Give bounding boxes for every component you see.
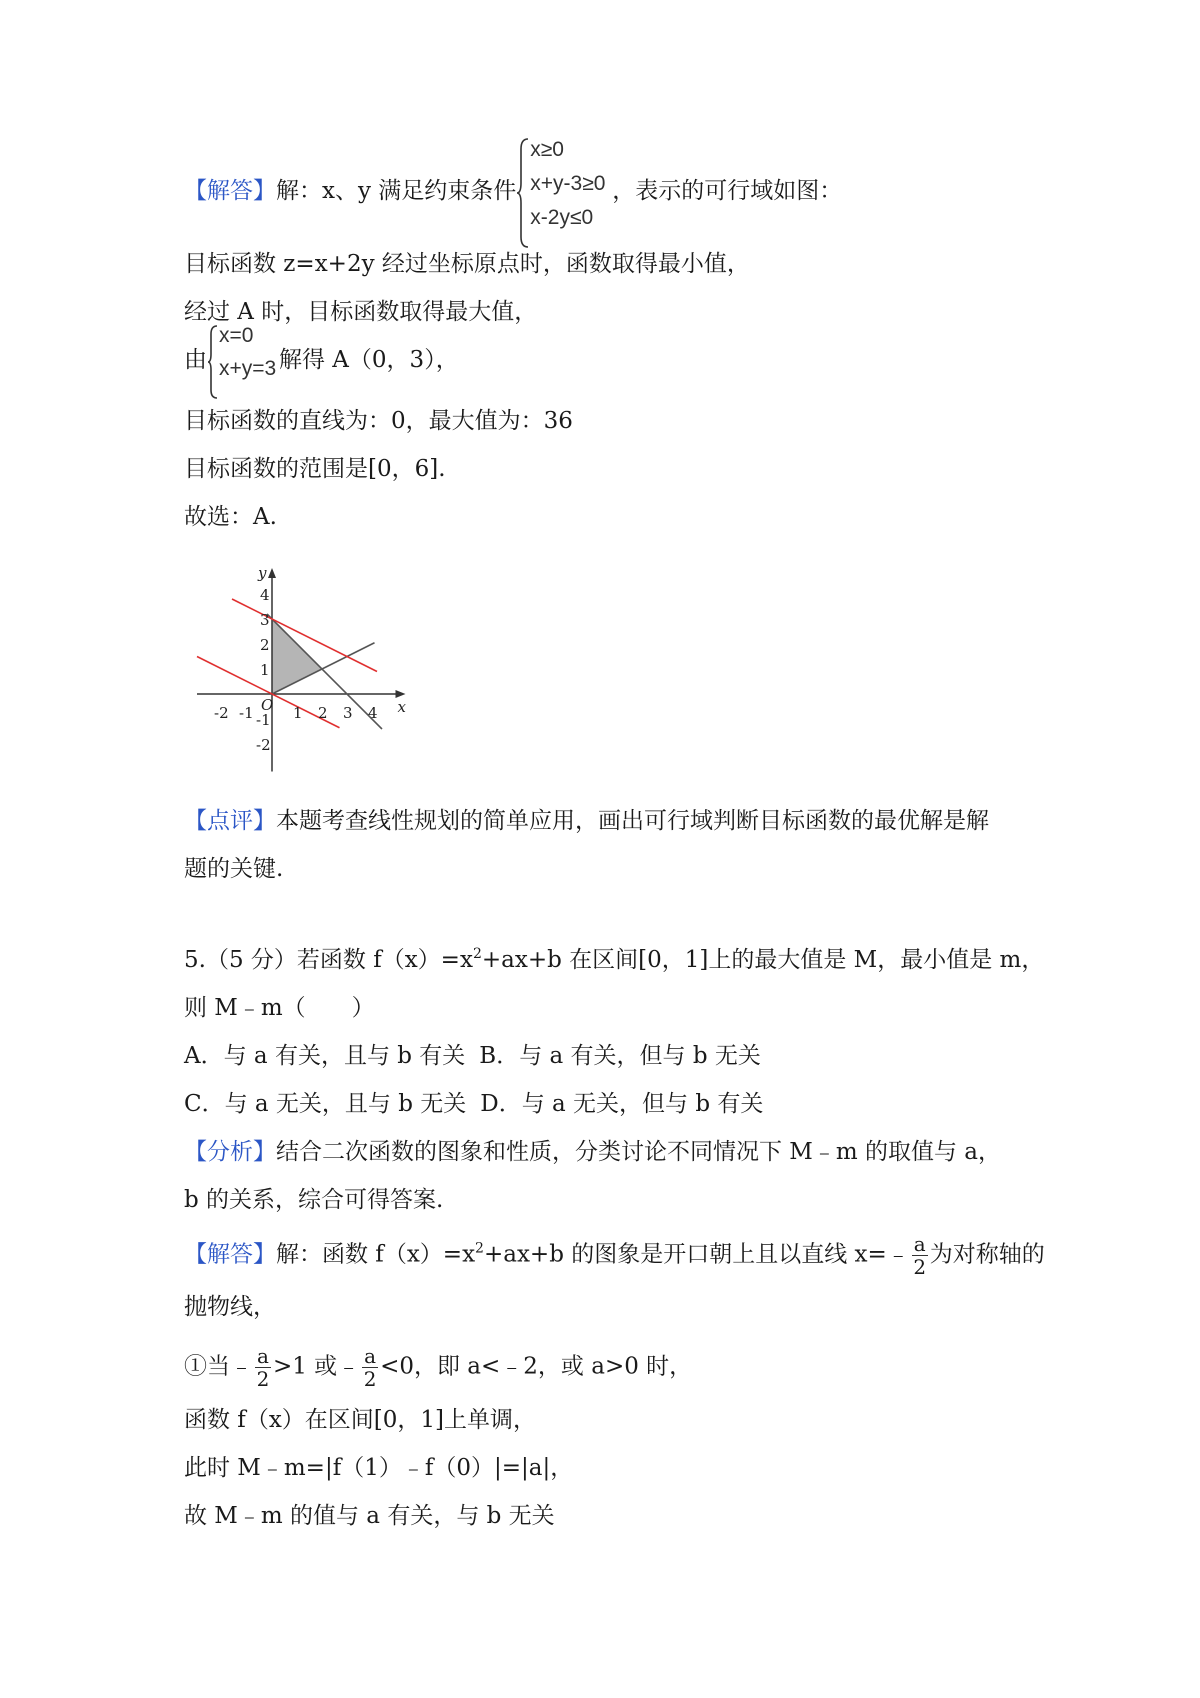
solution-5-line-4: 函数 f（x）在区间[0，1]上单调，	[184, 1407, 537, 1433]
review-tag: 【点评】	[184, 808, 276, 834]
fraction	[912, 1233, 928, 1278]
solution-5-text-mid: +ax+b 的图象是开口朝上且以直线 x=﹣	[483, 1241, 910, 1268]
review-line-1	[184, 806, 989, 836]
solution-intro: 解：x、y 满足约束条件	[276, 178, 517, 204]
problem-5-options-cd	[184, 1089, 763, 1119]
fraction-denominator: 2	[913, 1255, 927, 1279]
solution-line-5: 目标函数的范围是[0，6].	[184, 456, 446, 482]
exponent: 2	[475, 1240, 484, 1257]
fraction-numerator: a	[257, 1344, 269, 1368]
equation-system	[207, 324, 279, 380]
case-1-text-a: ①当﹣	[184, 1353, 253, 1380]
y-tick-label: -2	[256, 736, 271, 754]
solution-5-line-2: 抛物线，	[184, 1294, 276, 1320]
review-line-2: 题的关键.	[184, 856, 284, 882]
solution-line-1: 目标函数 z=x+2y 经过坐标原点时，函数取得最小值，	[184, 251, 750, 277]
exponent: 2	[472, 946, 482, 962]
y-tick-label: 3	[260, 611, 270, 629]
fraction-numerator: a	[913, 1232, 926, 1256]
option-b: B．与 a 有关，但与 b 无关	[479, 1043, 761, 1069]
problem-5-options-ab	[184, 1041, 761, 1071]
x-tick-label: -1	[239, 704, 254, 722]
solution-5-line-3	[184, 1345, 692, 1390]
solution-line-2: 经过 A 时，目标函数取得最大值，	[184, 299, 538, 325]
problem-5-line-2: 则 M﹣m（ ）	[184, 995, 375, 1021]
fraction	[362, 1345, 378, 1390]
x-tick-label: -2	[214, 704, 229, 722]
option-c: C．与 a 无关，且与 b 无关	[184, 1091, 467, 1117]
analysis-line-2: b 的关系，综合可得答案.	[184, 1187, 444, 1213]
x-tick-label: 1	[293, 704, 303, 722]
origin-label: O	[261, 696, 274, 714]
solution-5-line-5: 此时 M﹣m=|f（1）﹣f（0）|=|a|，	[184, 1455, 574, 1481]
case-1-text-c: <0，即 a<﹣2，或 a>0 时，	[380, 1353, 693, 1380]
analysis-line-1	[184, 1137, 1001, 1167]
solution-5-tag: 【解答】	[184, 1241, 276, 1268]
problem-5-text-post: +ax+b 在区间[0，1]上的最大值是 M，最小值是 m，	[481, 947, 1045, 973]
y-tick-label: 1	[260, 661, 270, 679]
solution-line-3	[184, 324, 459, 380]
solution-5-line-6: 故 M﹣m 的值与 a 有关，与 b 无关	[184, 1503, 555, 1529]
constraint-1: x≥0	[530, 138, 564, 161]
y-axis-arrow	[268, 568, 276, 578]
analysis-text: 结合二次函数的图象和性质，分类讨论不同情况下 M﹣m 的取值与 a，	[276, 1139, 1002, 1165]
x-tick-label: 2	[318, 704, 328, 722]
fraction-denominator: 2	[256, 1367, 270, 1391]
review-text: 本题考查线性规划的简单应用，画出可行域判断目标函数的最优解是解	[276, 808, 989, 834]
fraction	[255, 1345, 271, 1390]
solution-tag: 【解答】	[184, 178, 276, 204]
solution-5-text: 解：函数 f（x）=x	[276, 1241, 476, 1268]
equation-2: x+y=3	[219, 357, 277, 380]
fraction-denominator: 2	[363, 1367, 377, 1391]
y-tick-label: 2	[260, 636, 270, 654]
case-1-text-b: >1 或﹣	[272, 1353, 361, 1380]
option-a: A．与 a 有关，且与 b 有关	[184, 1043, 466, 1069]
x-axis-label: x	[397, 698, 406, 716]
constraint-2: x+y-3≥0	[530, 172, 606, 195]
left-brace-icon	[207, 324, 219, 400]
analysis-tag: 【分析】	[184, 1139, 276, 1165]
x-axis-arrow	[396, 690, 406, 698]
problem-5-text: 5.（5 分）若函数 f（x）=x	[184, 947, 473, 973]
option-d: D．与 a 无关，但与 b 有关	[480, 1091, 764, 1117]
constraint-system	[516, 138, 612, 229]
solution-5-text-post: 为对称轴的	[929, 1241, 1045, 1268]
solution-line-3-post: 解得 A（0，3），	[279, 347, 459, 373]
x-tick-label: 3	[343, 704, 353, 722]
solution-intro-line	[184, 138, 843, 229]
y-axis-label: y	[258, 564, 267, 582]
constraint-3: x-2y≤0	[530, 206, 594, 229]
solution-line-6: 故选：A.	[184, 504, 277, 530]
left-brace-icon	[516, 137, 530, 249]
fraction-numerator: a	[364, 1344, 377, 1368]
y-tick-label: 4	[260, 586, 270, 604]
x-tick-label: 4	[368, 704, 378, 722]
solution-line-4: 目标函数的直线为：0，最大值为：36	[184, 408, 573, 434]
equation-1: x=0	[219, 324, 254, 347]
feasible-region-graph	[184, 552, 424, 792]
solution-line-3-pre: 由	[184, 347, 207, 373]
solution-5-line-1	[184, 1233, 1045, 1278]
solution-intro-after: ，表示的可行域如图：	[612, 178, 843, 204]
feasible-region	[272, 619, 322, 694]
problem-5-line-1	[184, 945, 1044, 975]
y-tick-label: -1	[256, 711, 271, 729]
